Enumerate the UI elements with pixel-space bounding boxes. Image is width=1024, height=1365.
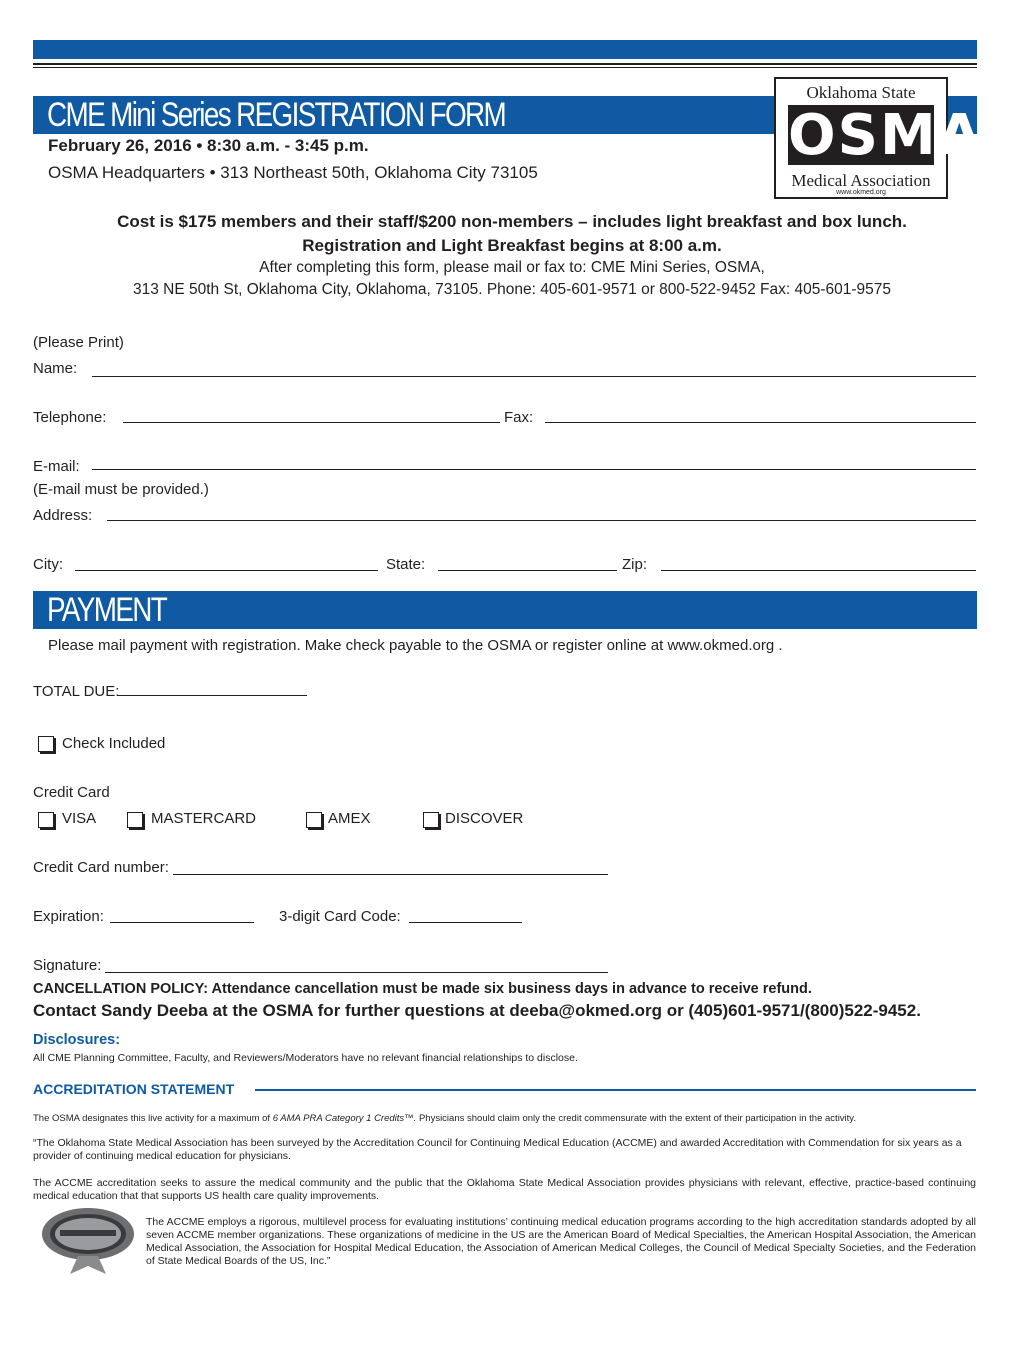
fax-label: Fax: bbox=[504, 409, 534, 426]
event-venue: OSMA Headquarters • 313 Northeast 50th, Oklahoma City 73105 bbox=[48, 163, 538, 182]
zip-field[interactable] bbox=[661, 570, 976, 571]
discover-label: DISCOVER bbox=[445, 810, 524, 827]
signature-field[interactable] bbox=[105, 972, 608, 973]
state-field[interactable] bbox=[438, 570, 617, 571]
card-code-field[interactable] bbox=[409, 922, 522, 923]
visa-label: VISA bbox=[62, 810, 97, 827]
zip-label: Zip: bbox=[622, 556, 648, 573]
cancellation-policy: CANCELLATION POLICY: Attendance cancellation must be made six business days in advance to receive refund. bbox=[33, 981, 812, 997]
email-field[interactable] bbox=[92, 469, 976, 470]
address-field[interactable] bbox=[107, 520, 976, 521]
payment-band bbox=[33, 591, 977, 629]
form-title: CME Mini Series REGISTRATION FORM bbox=[47, 96, 506, 134]
fax-field[interactable] bbox=[545, 422, 976, 423]
total-due-field[interactable] bbox=[117, 695, 307, 696]
osma-logo bbox=[774, 77, 984, 199]
mail-instructions-2: 313 NE 50th St, Oklahoma City, Oklahoma, 73105. Phone: 405-601-9571 or 800-522-9452 Fax: 405-601-9575 bbox=[133, 281, 891, 298]
telephone-field[interactable] bbox=[123, 422, 500, 423]
payment-title: PAYMENT bbox=[47, 591, 167, 629]
disclosures-title: Disclosures: bbox=[33, 1032, 121, 1048]
accreditation-rule bbox=[255, 1089, 976, 1091]
mastercard-label: MASTERCARD bbox=[151, 810, 257, 827]
mastercard-checkbox[interactable] bbox=[127, 812, 143, 828]
state-label: State: bbox=[386, 556, 426, 573]
accreditation-p4: The ACCME employs a rigorous, multilevel process for evaluating institutions’ continuing medical education programs according to the high accreditation standards adopted by all seven ACCME member organizations. These organizations of medicine in the US are the American Board of Medical Specialties, the American Hospital Association, the American Medical Association, the Association for Hospital Medical Education, the Association of American Medical Colleges, the Council of Medical Specialty Societies, and the Federation of State Medical Boards of the US, Inc.” bbox=[146, 1216, 976, 1267]
expiration-field[interactable] bbox=[110, 922, 254, 923]
mail-instructions-1: After completing this form, please mail or fax to: CME Mini Series, OSMA, bbox=[259, 259, 765, 276]
top-rule bbox=[33, 63, 977, 65]
accreditation-title: ACCREDITATION STATEMENT bbox=[33, 1081, 235, 1097]
discover-checkbox[interactable] bbox=[423, 812, 439, 828]
name-label: Name: bbox=[33, 360, 78, 377]
card-number-field[interactable] bbox=[173, 874, 608, 875]
city-field[interactable] bbox=[75, 570, 378, 571]
card-code-label: 3-digit Card Code: bbox=[279, 908, 401, 925]
accreditation-p1-pre: The OSMA designates this live activity for a maximum of bbox=[33, 1113, 273, 1124]
amex-checkbox[interactable] bbox=[306, 812, 322, 828]
event-date: February 26, 2016 • 8:30 a.m. - 3:45 p.m. bbox=[48, 136, 369, 155]
disclosures-text: All CME Planning Committee, Faculty, and Reviewers/Moderators have no relevant financial relationships to disclose. bbox=[33, 1052, 578, 1064]
amex-label: AMEX bbox=[328, 810, 371, 827]
contact-info: Contact Sandy Deeba at the OSMA for further questions at deeba@okmed.org or (405)601-9571/(800)522-9452. bbox=[33, 1001, 921, 1020]
check-included-checkbox[interactable] bbox=[38, 736, 54, 752]
accreditation-p1-credits: 6 AMA PRA Category 1 Credits™. bbox=[272, 1113, 417, 1124]
city-label: City: bbox=[33, 556, 63, 573]
logo-letters: OSMA bbox=[788, 103, 984, 168]
signature-label: Signature: bbox=[33, 957, 102, 974]
name-field[interactable] bbox=[92, 376, 976, 377]
please-print-label: (Please Print) bbox=[33, 334, 124, 351]
cost-text: Cost is $175 members and their staff/$200 non-members – includes light breakfast and box lunch. bbox=[117, 212, 907, 231]
registration-text: Registration and Light Breakfast begins at 8:00 a.m. bbox=[302, 236, 722, 255]
address-label: Address: bbox=[33, 507, 93, 524]
top-bar bbox=[33, 40, 977, 59]
telephone-label: Telephone: bbox=[33, 409, 107, 426]
email-label: E-mail: bbox=[33, 458, 80, 475]
logo-bottom-text: Medical Association bbox=[791, 171, 931, 190]
card-number-label: Credit Card number: bbox=[33, 859, 169, 876]
check-included-label: Check Included bbox=[62, 735, 166, 752]
credit-card-label: Credit Card bbox=[33, 784, 110, 801]
accreditation-p1 bbox=[33, 1112, 976, 1125]
logo-url: www.okmed.org bbox=[836, 189, 886, 196]
payment-instructions: Please mail payment with registration. Make check payable to the OSMA or register online at www.okmed.org . bbox=[48, 637, 783, 654]
expiration-label: Expiration: bbox=[33, 908, 104, 925]
top-rule-thin bbox=[33, 67, 977, 68]
accreditation-p2: “The Oklahoma State Medical Association has been surveyed by the Accreditation Council for Continuing Medical Education (ACCME) and awarded Accreditation with Commendation for six years as a provider of continuing medical education for physicians. bbox=[33, 1137, 962, 1162]
accreditation-seal-icon bbox=[40, 1204, 136, 1276]
email-note: (E-mail must be provided.) bbox=[33, 481, 209, 498]
accreditation-p1-post: Physicians should claim only the credit commensurate with the extent of their participation in the activity. bbox=[416, 1113, 856, 1124]
accreditation-p3: The ACCME accreditation seeks to assure the medical community and the public that the Oklahoma State Medical Association provides physicians with relevant, effective, practice-based continuing medical education that that supports US health care quality improvements. bbox=[33, 1177, 976, 1202]
visa-checkbox[interactable] bbox=[38, 812, 54, 828]
total-due-label: TOTAL DUE: bbox=[33, 683, 120, 700]
logo-top-text: Oklahoma State bbox=[806, 83, 916, 102]
